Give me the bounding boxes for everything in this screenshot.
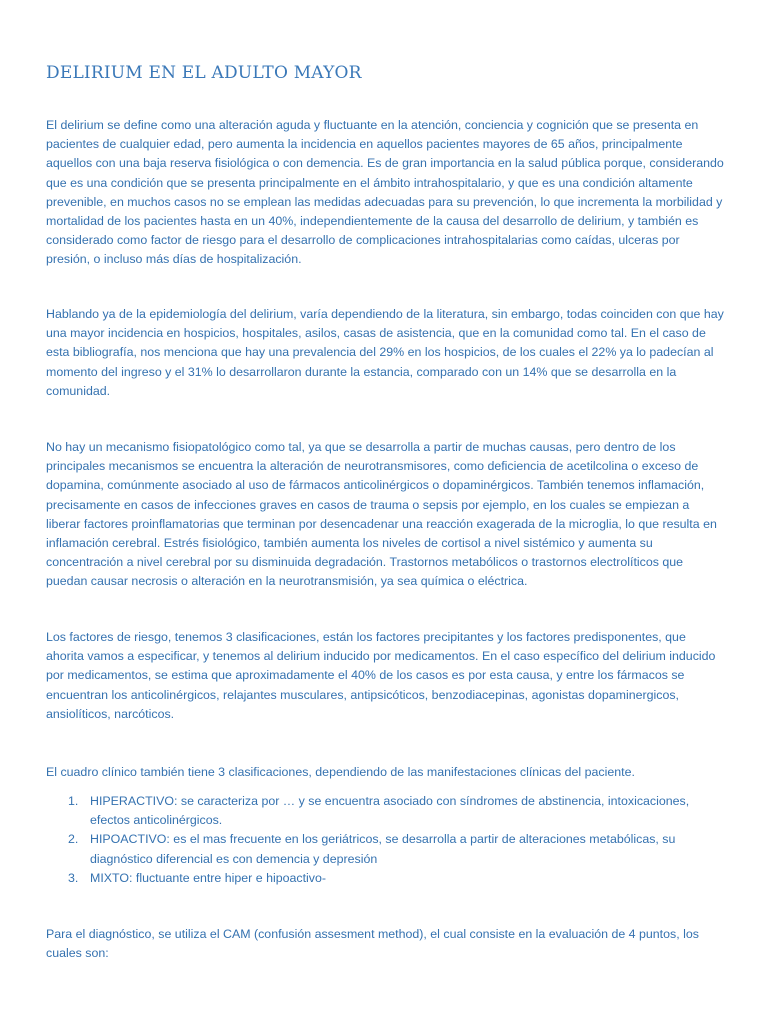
list-item-number: 3. xyxy=(68,870,79,885)
paragraph-clinical-picture: El cuadro clínico también tiene 3 clasificaciones, dependiendo de las manifestaciones clínicas del paciente. xyxy=(46,765,635,779)
document-title: DELIRIUM EN EL ADULTO MAYOR xyxy=(46,63,362,83)
list-item-text: HIPERACTIVO: se caracteriza por … y se encuentra asociado con síndromes de abstinencia, intoxicaciones, efectos anticolinérgicos. xyxy=(90,794,690,828)
list-item-number: 2. xyxy=(68,832,79,847)
paragraph-definition: El delirium se define como una alteración aguda y fluctuante en la atención, conciencia y cognición que se presenta en pacientes de cualquier edad, pero aumenta la incidencia en aquellos pacientes mayores de 65 años, principalmente aquellos con una baja reserva fisiológica o con demencia. Es de gran importancia en la salud pública porque, considerando que es una condición que se presenta principalmente en el ámbito intrahospitalario, y que es una condición altamente prevenible, en muchos casos no se emplean las medidas adecuadas para su prevención, lo que incrementa la morbilidad y mortalidad de los pacientes hasta en un 40%, independientemente de la causa del desarrollo de delirium, y también es considerado como factor de riesgo para el desarrollo de complicaciones intrahospitalarias como caídas, ulceras por presión, o incluso más días de hospitalización. xyxy=(46,118,724,267)
list-item xyxy=(68,869,728,888)
paragraph-pathophysiology: No hay un mecanismo fisiopatológico como tal, ya que se desarrolla a partir de muchas causas, pero dentro de los principales mecanismos se encuentra la alteración de neurotransmisores, como deficiencia de acetilcolina o exceso de dopamina, comúnmente asociado al uso de fármacos anticolinérgicos o dopaminérgicos. También tenemos inflamación, precisamente en casos de infecciones graves en casos de trauma o sepsis por ejemplo, en los cuales se empiezan a liberar factores proinflamatorias que terminan por desencadenar una reacción exagerada de la microglia, lo que resulta en inflamación cerebral. Estrés fisiológico, también aumenta los niveles de cortisol a nivel sistémico y aumenta su concentración a nivel cerebral por su disminuida degradación. Trastornos metabólicos o trastornos electrolíticos que puedan causar necrosis o alteración en la neurotransmisión, ya sea química o eléctrica. xyxy=(46,440,717,589)
paragraph-epidemiology: Hablando ya de la epidemiología del delirium, varía dependiendo de la literatura, sin embargo, todas coinciden con que hay una mayor incidencia en hospicios, hospitales, asilos, casas de asistencia, que en la comunidad como tal. En el caso de esta bibliografía, nos menciona que hay una prevalencia del 29% en los hospicios, de los cuales el 22% ya lo padecían al momento del ingreso y el 31% lo desarrollaron durante la estancia, comparado con un 14% que se desarrolla en la comunidad. xyxy=(46,307,724,398)
list-item-text: HIPOACTIVO: es el mas frecuente en los geriátricos, se desarrolla a partir de alteraciones metabólicas, su diagnóstico diferencial es con demencia y depresión xyxy=(90,832,676,866)
list-item xyxy=(68,830,728,868)
paragraph-diagnosis: Para el diagnóstico, se utiliza el CAM (confusión assesment method), el cual consiste en la evaluación de 4 puntos, los cuales son: xyxy=(46,927,699,961)
list-item-text: MIXTO: fluctuante entre hiper e hipoactivo- xyxy=(90,870,327,885)
list-item-number: 1. xyxy=(68,794,79,808)
clinical-classification-list xyxy=(68,792,728,888)
list-item xyxy=(68,792,728,830)
paragraph-risk-factors: Los factores de riesgo, tenemos 3 clasificaciones, están los factores precipitantes y los factores predisponentes, que ahorita vamos a especificar, y tenemos al delirium inducido por medicamentos. En el caso específico del delirium inducido por medicamentos, se estima que aproximadamente el 40% de los casos es por esta causa, y entre los fármacos se encuentran los anticolinérgicos, relajantes musculares, antipsicóticos, benzodiacepinas, agonistas dopaminergicos, ansiolíticos, narcóticos. xyxy=(46,630,716,721)
